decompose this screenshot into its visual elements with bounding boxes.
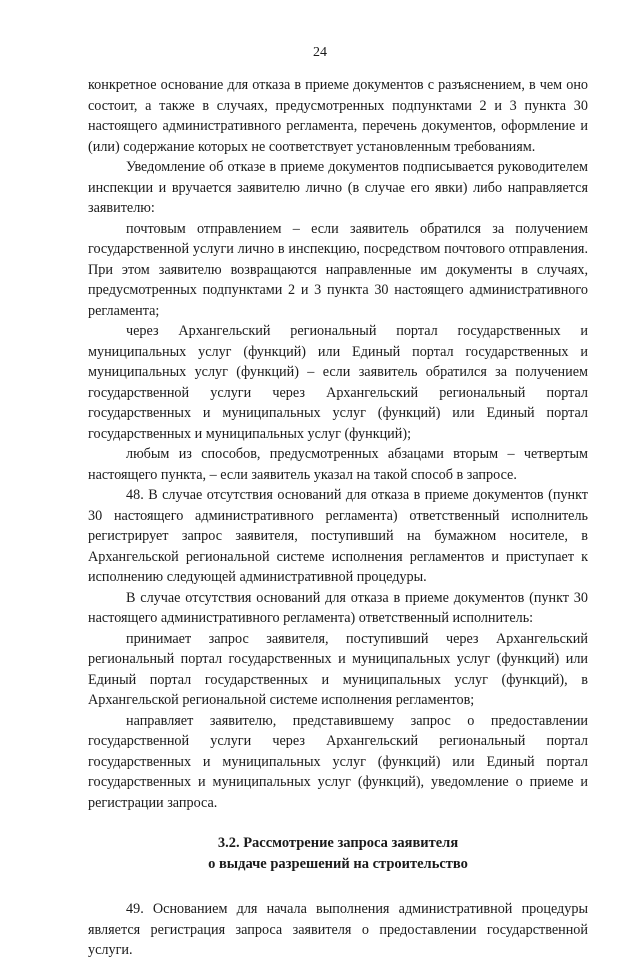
section-heading [88,833,588,875]
section-heading-line: о выдаче разрешений на строительство [208,856,468,872]
paragraph: направляет заявителю, представившему запрос о предоставлении государственной услуги через Архангельский региональный портал государственных и муниципальных услуг (функций) или Единый портал государственных и муниципальных услуг (функций), уведомление о приеме и регистрации запроса. [88,712,588,811]
paragraph: почтовым отправлением – если заявитель обратился за получением государственной услуги лично в инспекцию, посредством почтового отправления. При этом заявителю возвращаются направленные им документы в случаях, предусмотренных подпунктами 2 и 3 пункта 30 настоящего административного регламента; [88,220,588,319]
paragraph: 49. Основанием для начала выполнения административной процедуры является регистрация запроса заявителя о предоставлении государственной услуги. [88,901,588,958]
paragraph: В случае отсутствия оснований для отказа в приеме документов (пункт 30 настоящего административного регламента) ответственный исполнитель: [88,589,588,626]
paragraph: 48. В случае отсутствия оснований для отказа в приеме документов (пункт 30 настоящего административного регламента) ответственный исполнитель регистрирует запрос заявителя, поступивший на бумажном носителе, в Архангельской региональной системе исполнения регламентов и приступает к исполнению следующей административной процедуры. [88,487,588,585]
paragraph: конкретное основание для отказа в приеме документов с разъяснением, в чем оно состоит, а также в случаях, предусмотренных подпунктами 2 и 3 пункта 30 настоящего административного регламента, перечень документов, оформление и (или) содержание которых не соответствует установленным требованиям. [88,77,588,155]
section-heading-line: 3.2. Рассмотрение запроса заявителя [217,835,459,851]
paragraph: любым из способов, предусмотренных абзацами вторым – четвертым настоящего пункта, – если заявитель указал на такой способ в запросе. [88,446,588,483]
paragraph: Уведомление об отказе в приеме документов подписывается руководителем инспекции и вручается заявителю лично (в случае его явки) либо направляется заявителю: [88,159,588,216]
page-number: 24 [313,45,327,60]
paragraph: принимает запрос заявителя, поступивший через Архангельский региональный портал государственных и муниципальных услуг (функций) или Единый портал государственных и муниципальных услуг (функций), в Архангельской региональной системе исполнения регламентов; [88,630,588,708]
document-body [88,75,588,961]
paragraph: через Архангельский региональный портал государственных и муниципальных услуг (функций) или Единый портал государственных и муниципальных услуг (функций) – если заявитель обратился за получением государственной услуги через Архангельский региональный портал государственных и муниципальных услуг (функций) или Единый портал государственных и муниципальных услуг (функций); [88,323,588,442]
